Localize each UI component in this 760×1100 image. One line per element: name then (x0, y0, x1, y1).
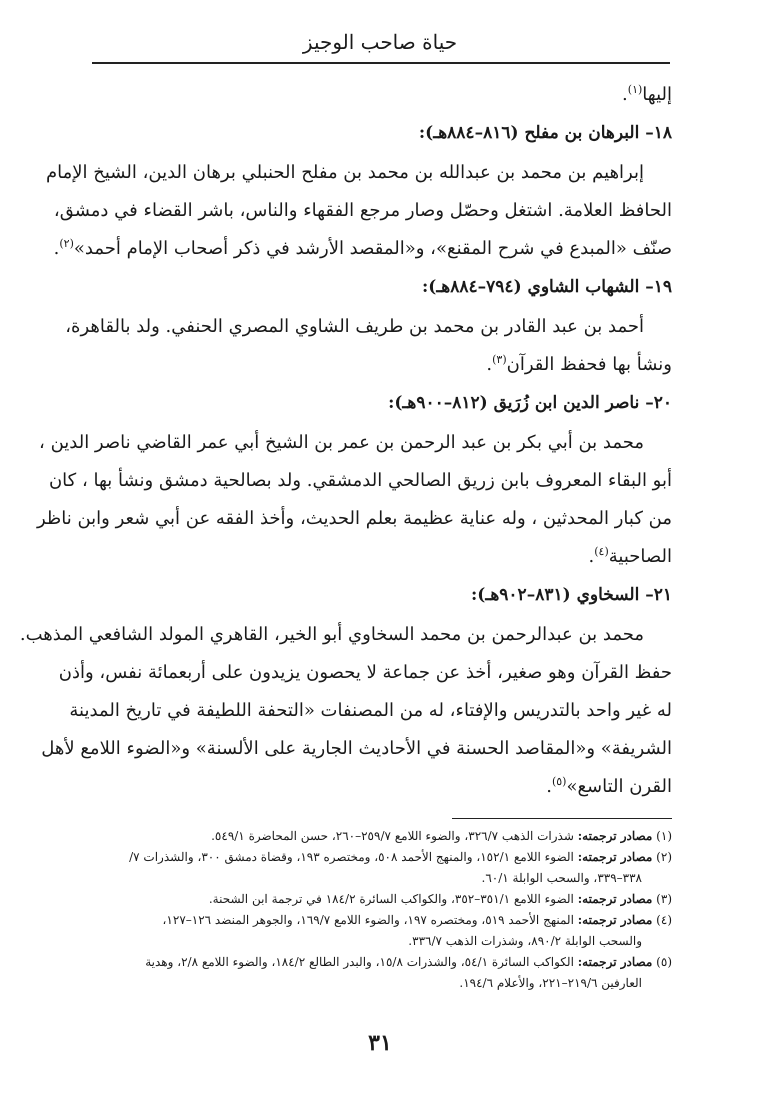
text-line: القرن التاسع» (566, 776, 672, 797)
footnote-number: (٢) (656, 850, 672, 864)
text-line: إبراهيم بن محمد بن عبدالله بن محمد بن مفلح الحنبلي برهان الدين، الشيخ الإمام (46, 162, 644, 183)
footnote-marker[interactable]: (٤) (594, 545, 609, 558)
footnote-marker[interactable]: (١) (627, 83, 643, 96)
text-line: محمد بن عبدالرحمن بن محمد السخاوي أبو الخير، القاهري المولد الشافعي المذهب. (19, 624, 644, 645)
text-line: صنّف «المبدع في شرح المقنع»، و«المقصد الأرشد في ذكر أصحاب الإمام أحمد» (73, 238, 672, 259)
entry-body-21: محمد بن عبدالرحمن بن محمد السخاوي أبو الخير، القاهري المولد الشافعي المذهب. حفظ القرآن وهو صغير، أخذ عن جماعة لا يحصون يزيدون على أربعمائة نفس، وأذن له غير واحد بالتدريس والإفتاء، له من المصنفات «التحفة اللطيفة في تاريخ المدينة الشريفة» و«المقاصد الحسنة في الأحاديث الجارية على الألسنة» و«الضوء اللامع لأهل القرن التاسع»$^{(٥)}$. (92, 616, 672, 806)
footnote-marker[interactable]: (٢) (59, 237, 74, 250)
entry-body-20: محمد بن أبي بكر بن عبد الرحمن بن عمر بن الشيخ أبي عمر القاضي ناصر الدين ، أبو البقاء المعروف بابن زريق الصالحي الدمشقي. ولد بصالحية دمشق ونشأ بها ، كان من كبار المحدثين ، وله عناية عظيمة بعلم الحديث، وأخذ الفقه عن أبي شعر وابن ناظر الصاحبية$^{(٤)}$. (92, 424, 672, 576)
text-line: الصاحبية (608, 546, 672, 567)
footnote-text: الضوء اللامع ٣٥١/١–٣٥٢، والكواكب السائرة ١٨٤/٢ في ترجمة ابن الشحنة. (208, 892, 574, 906)
text-line: له غير واحد بالتدريس والإفتاء، له من المصنفات «التحفة اللطيفة في تاريخ المدينة (69, 700, 672, 721)
running-header: حياة صاحب الوجيز (302, 30, 458, 54)
footnote-4 (92, 910, 672, 931)
footnote-number: (٣) (656, 892, 672, 906)
entry-body-18: إبراهيم بن محمد بن عبدالله بن محمد بن مفلح الحنبلي برهان الدين، الشيخ الإمام الحافظ العلامة. اشتغل وحصّل وصار مرجع الفقهاء والناس، باشر القضاء في دمشق، صنّف «المبدع في شرح المقنع»، و«المقصد الأرشد في ذكر أصحاب الإمام أحمد»$^{(٢)}$. (92, 154, 672, 268)
text-line: الحافظ العلامة. اشتغل وحصّل وصار مرجع الفقهاء والناس، باشر القضاء في دمشق، (53, 200, 672, 221)
entry-body-19: أحمد بن عبد القادر بن محمد بن طريف الشاوي المصري الحنفي. ولد بالقاهرة، ونشأ بها فحفظ القرآن$^{(٣)}$. (92, 308, 672, 384)
continuation-text: إليها (642, 84, 672, 105)
footnote-label: مصادر ترجمته: (577, 913, 653, 927)
text-line: محمد بن أبي بكر بن عبد الرحمن بن عمر بن الشيخ أبي عمر القاضي ناصر الدين ، (39, 432, 644, 453)
footnote-rule (452, 818, 672, 819)
footnote-number: (١) (656, 829, 672, 843)
text-line: أبو البقاء المعروف بابن زريق الصالحي الدمشقي. ولد بصالحية دمشق ونشأ بها ، كان (48, 470, 672, 491)
text-line: الشريفة» و«المقاصد الحسنة في الأحاديث الجارية على الألسنة» و«الضوء اللامع لأهل (41, 738, 672, 759)
footnotes (92, 826, 672, 994)
page-number: ٣١ (368, 1030, 392, 1056)
entry-heading-19: ١٩– الشهاب الشاوي (٧٩٤–٨٨٤هـ): (422, 277, 672, 297)
footnote-4-cont: والسحب الوابلة ٨٩٠/٢، وشذرات الذهب ٣٣٦/٧. (408, 934, 642, 948)
text-line: حفظ القرآن وهو صغير، أخذ عن جماعة لا يحصون يزيدون على أربعمائة نفس، وأذن (58, 662, 672, 683)
text-line: ونشأ بها فحفظ القرآن (506, 354, 672, 375)
entry-heading-21: ٢١– السخاوي (٨٣١–٩٠٢هـ): (471, 585, 672, 605)
footnote-text: شذرات الذهب ٣٢٦/٧، والضوء اللامع ٢٥٩/٧–٢٦٠، حسن المحاضرة ٥٤٩/١. (211, 829, 574, 843)
footnote-5 (92, 952, 672, 973)
footnote-text: المنهج الأحمد ٥١٩، ومختصره ١٩٧، والضوء اللامع ١٦٩/٧، والجوهر المنضد ١٢٦–١٢٧، (162, 913, 574, 927)
footnote-text: الضوء اللامع ١٥٢/١، والمنهج الأحمد ٥٠٨، ومختصره ١٩٣، وقضاة دمشق ٣٠٠، والشذرات ٧/ (129, 850, 574, 864)
footnote-marker[interactable]: (٣) (492, 353, 507, 366)
footnote-3 (92, 889, 672, 910)
footnote-label: مصادر ترجمته: (577, 829, 653, 843)
footnote-number: (٥) (656, 955, 672, 969)
footnote-2-cont: ٣٣٨–٣٣٩، والسحب الوابلة ٦٠/١. (481, 871, 642, 885)
text-line: أحمد بن عبد القادر بن محمد بن طريف الشاوي المصري الحنفي. ولد بالقاهرة، (65, 316, 644, 337)
entry-heading-18: ١٨– البرهان بن مفلح (٨١٦–٨٨٤هـ): (418, 123, 672, 143)
footnote-label: مصادر ترجمته: (577, 892, 653, 906)
footnote-marker[interactable]: (٥) (551, 775, 567, 788)
footnote-2 (92, 847, 672, 868)
entry-heading-20: ٢٠– ناصر الدين ابن زُرَيق (٨١٢–٩٠٠هـ): (388, 393, 672, 413)
main-text (19, 76, 672, 806)
footnote-number: (٤) (656, 913, 672, 927)
footnote-text: الكواكب السائرة ٥٤/١، والشذرات ١٥/٨، والبدر الطالع ١٨٤/٢، والضوء اللامع ٢/٨، وهدية (145, 955, 574, 969)
header-rule (92, 62, 670, 64)
text-line: من كبار المحدثين ، وله عناية عظيمة بعلم الحديث، وأخذ الفقه عن أبي شعر وابن ناظر (36, 508, 672, 529)
footnote-label: مصادر ترجمته: (577, 955, 653, 969)
footnote-label: مصادر ترجمته: (577, 850, 653, 864)
continuation-paragraph: إليها$^{(١)}$. (622, 83, 672, 105)
footnote-5-cont: العارفين ٢١٩/٦–٢٢١، والأعلام ١٩٤/٦. (459, 976, 642, 990)
footnote-1 (92, 826, 672, 847)
